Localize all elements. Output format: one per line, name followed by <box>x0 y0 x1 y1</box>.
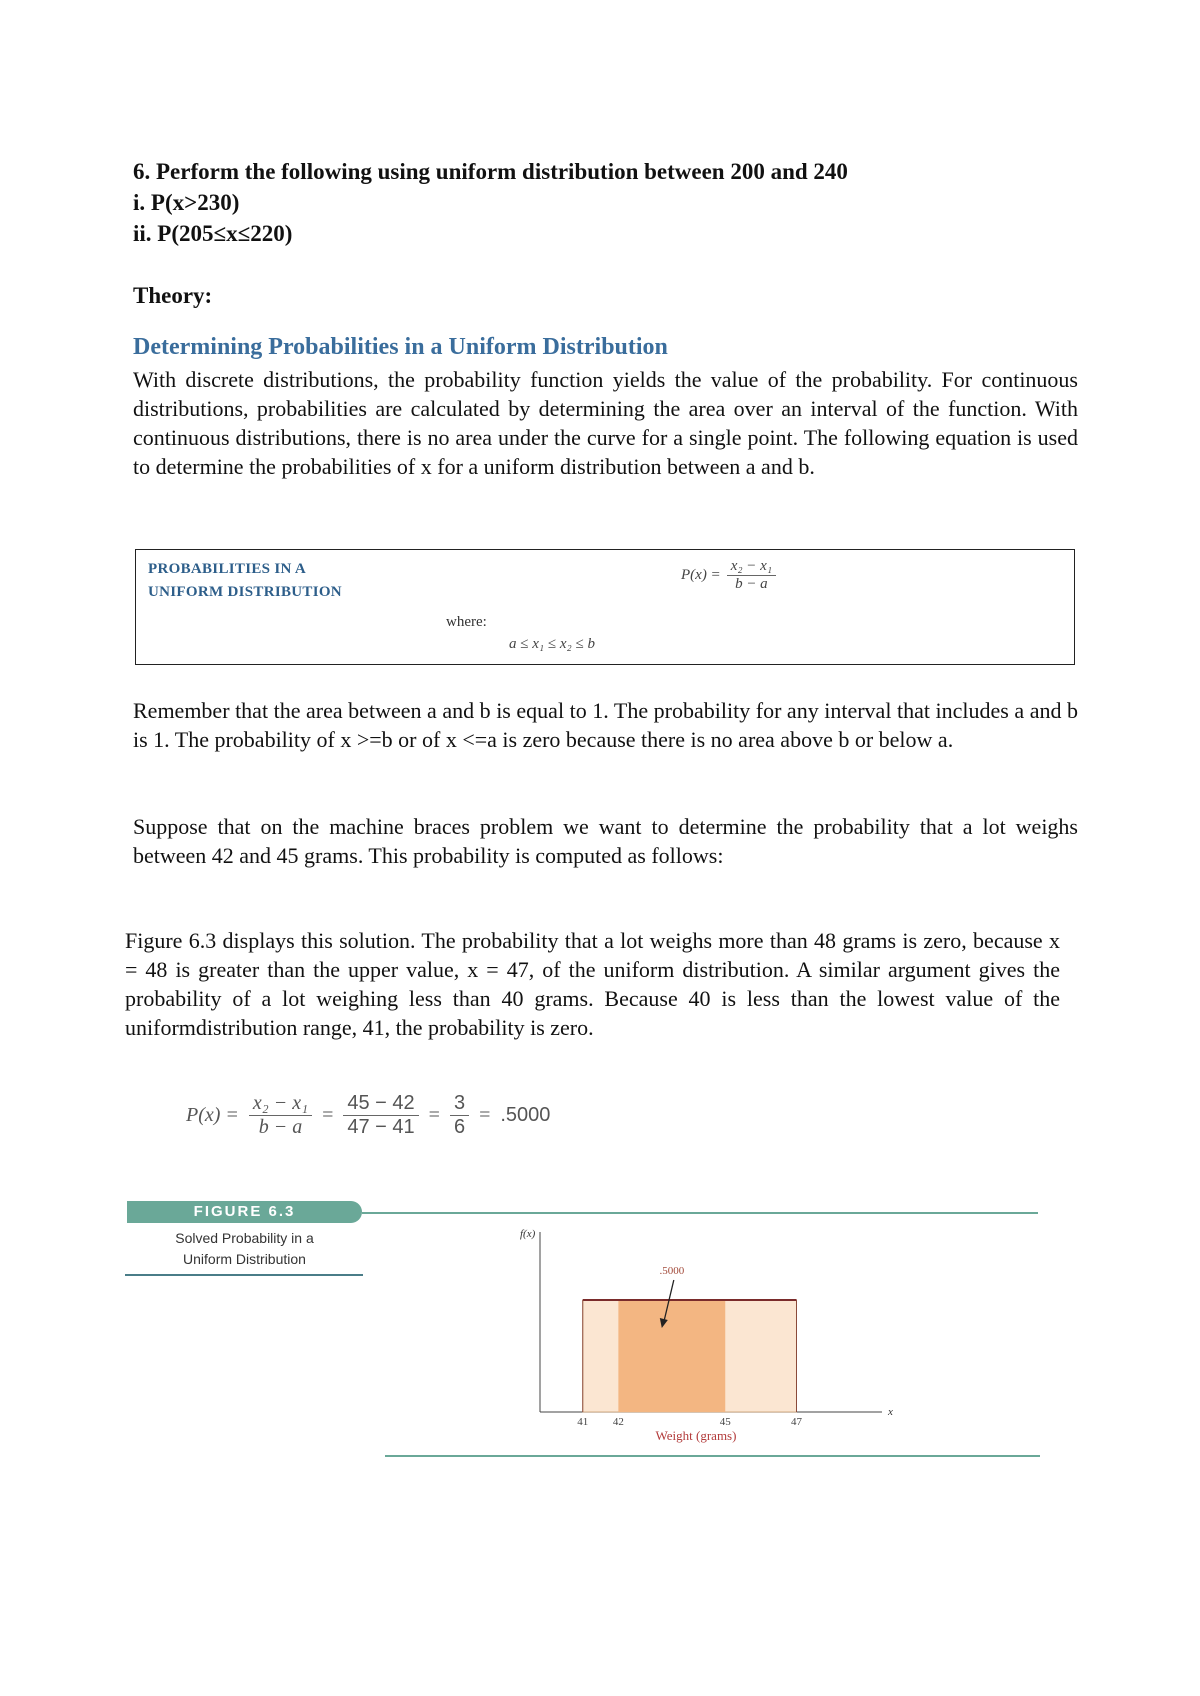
calc-fraction-2-den: 47 − 41 <box>347 1116 415 1138</box>
formula-box-title <box>148 558 342 604</box>
question-title: 6. Perform the following using uniform distribution between 200 and 240 <box>133 159 848 184</box>
calc-lhs: P(x) = <box>186 1104 239 1126</box>
calc-fraction-3-num: 3 <box>450 1092 469 1116</box>
paragraph-1: With discrete distributions, the probability function yields the value of the probability. For continuous distributions, probabilities are calculated by determining the area over an interval of the function. With continuous distributions, there is no area under the curve for a single point. The following equation is used to determine the probabilities of x for a uniform distribution between a and b. <box>133 367 1078 479</box>
formula-box <box>135 549 1075 665</box>
tick-label-47: 47 <box>791 1416 802 1428</box>
formula-box-title-line1: PROBABILITIES IN A <box>148 561 306 577</box>
calc-fraction-3-den: 6 <box>453 1116 466 1138</box>
figure-caption <box>127 1228 362 1270</box>
chart-marks <box>577 1265 802 1428</box>
calc-fraction-2-num: 45 − 42 <box>343 1092 418 1116</box>
formula-numerator: x₂ − x₁ <box>727 558 776 576</box>
question-part-ii: ii. P(205≤x≤220) <box>133 221 293 246</box>
calc-fraction-1 <box>249 1092 312 1139</box>
formula-expression <box>681 558 776 593</box>
paragraph-4: Figure 6.3 displays this solution. The probability that a lot weighs more than 48 grams is zero, because x = 48 is greater than the upper value, x = 47, of the uniform distribution. A similar argument gives the probability of a lot weighing less than 40 grams. Because 40 is less than the lowest value of the uniformdistribution range, 41, the probability is zero. <box>125 928 1060 1040</box>
calc-fraction-1-den: b − a <box>258 1116 303 1138</box>
calc-equals-1: = <box>322 1104 334 1126</box>
section-heading: Determining Probabilities in a Uniform Distribution <box>133 334 668 360</box>
x-axis-title: Weight (grams) <box>655 1428 737 1443</box>
question-block <box>133 156 1083 249</box>
calc-fraction-1-num: x₂ − x₁ <box>249 1092 312 1116</box>
figure-caption-line1: Solved Probability in a <box>175 1230 314 1246</box>
calculation <box>186 1092 550 1139</box>
figure-top-rule <box>362 1212 1038 1214</box>
formula-lhs: P(x) = <box>681 567 721 583</box>
formula-condition: a ≤ x₁ ≤ x₂ ≤ b <box>509 636 595 652</box>
formula-fraction <box>727 558 776 593</box>
tick-label-42: 42 <box>612 1416 624 1428</box>
figure-label: FIGURE 6.3 <box>127 1201 362 1223</box>
calc-fraction-2 <box>343 1092 418 1139</box>
formula-denominator: b − a <box>735 576 768 592</box>
figure-caption-rule <box>125 1274 363 1276</box>
x-axis-label: x <box>888 1406 893 1418</box>
uniform-chart <box>520 1220 910 1450</box>
formula-box-title-line2: UNIFORM DISTRIBUTION <box>148 584 342 600</box>
figure-caption-line2: Uniform Distribution <box>183 1251 306 1267</box>
calc-equals-3: = <box>479 1104 491 1126</box>
paragraph-2: Remember that the area between a and b is equal to 1. The probability for any interval that includes a and b is 1. The probability of x >=b or of x <=a is zero because there is no area above b or below a. <box>133 698 1078 752</box>
tick-label-41: 41 <box>577 1416 589 1428</box>
calc-fraction-3 <box>450 1092 469 1139</box>
question-part-i: i. P(x>230) <box>133 190 240 215</box>
shaded-probability-region <box>618 1300 725 1412</box>
theory-label: Theory: <box>133 283 213 308</box>
figure-bottom-rule <box>385 1455 1040 1457</box>
calc-result: .5000 <box>500 1104 551 1126</box>
calc-equals-2: = <box>428 1104 440 1126</box>
y-axis-label: f(x) <box>520 1228 536 1240</box>
annotation-label: .5000 <box>659 1265 685 1277</box>
paragraph-3: Suppose that on the machine braces problem we want to determine the probability that a lot weighs between 42 and 45 grams. This probability is computed as follows: <box>133 814 1078 868</box>
tick-label-45: 45 <box>719 1416 731 1428</box>
formula-where: where: <box>446 614 487 630</box>
